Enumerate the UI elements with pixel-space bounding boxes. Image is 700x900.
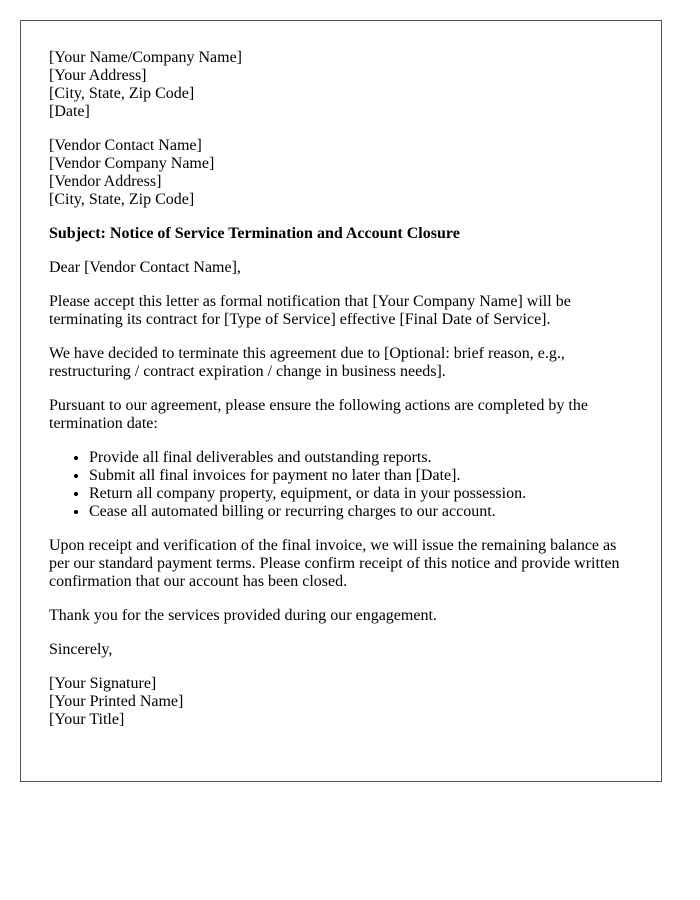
body-paragraph: We have decided to terminate this agreement due to [Optional: brief reason, e.g., restructuring / contract expiration / change in business needs].: [49, 345, 565, 380]
sender-city: [City, State, Zip Code]: [49, 85, 195, 102]
signature-block: [49, 675, 633, 729]
letter-date: [Date]: [49, 103, 90, 120]
action-list: [49, 449, 633, 521]
printed-name: [Your Printed Name]: [49, 693, 184, 710]
recipient-address: [Vendor Address]: [49, 173, 162, 190]
signature: [Your Signature]: [49, 675, 157, 692]
body-paragraph: Upon receipt and verification of the final invoice, we will issue the remaining balance as per our standard payment terms. Please confirm receipt of this notice and provide written confirmation that our account has been closed.: [49, 537, 620, 590]
salutation: Dear [Vendor Contact Name],: [49, 259, 241, 276]
recipient-city: [City, State, Zip Code]: [49, 191, 195, 208]
signer-title: [Your Title]: [49, 711, 125, 728]
list-item: • Provide all final deliverables and outstanding reports.: [89, 449, 633, 467]
list-item: • Return all company property, equipment, or data in your possession.: [89, 485, 633, 503]
body-paragraph: Pursuant to our agreement, please ensure the following actions are completed by the termination date:: [49, 397, 588, 432]
body-paragraph: Thank you for the services provided during our engagement.: [49, 607, 437, 624]
sender-address-block: [49, 49, 633, 121]
recipient-contact: [Vendor Contact Name]: [49, 137, 202, 154]
valediction: Sincerely,: [49, 641, 113, 658]
recipient-company: [Vendor Company Name]: [49, 155, 215, 172]
recipient-address-block: [49, 137, 633, 209]
body-paragraph: Please accept this letter as formal notification that [Your Company Name] will be terminating its contract for [Type of Service] effective [Final Date of Service].: [49, 293, 571, 328]
list-item: • Submit all final invoices for payment no later than [Date].: [89, 467, 633, 485]
list-item: • Cease all automated billing or recurring charges to our account.: [89, 503, 633, 521]
subject-line: Subject: Notice of Service Termination and Account Closure: [49, 225, 460, 242]
sender-address: [Your Address]: [49, 67, 147, 84]
sender-name: [Your Name/Company Name]: [49, 49, 243, 66]
letter-document: [20, 20, 662, 782]
